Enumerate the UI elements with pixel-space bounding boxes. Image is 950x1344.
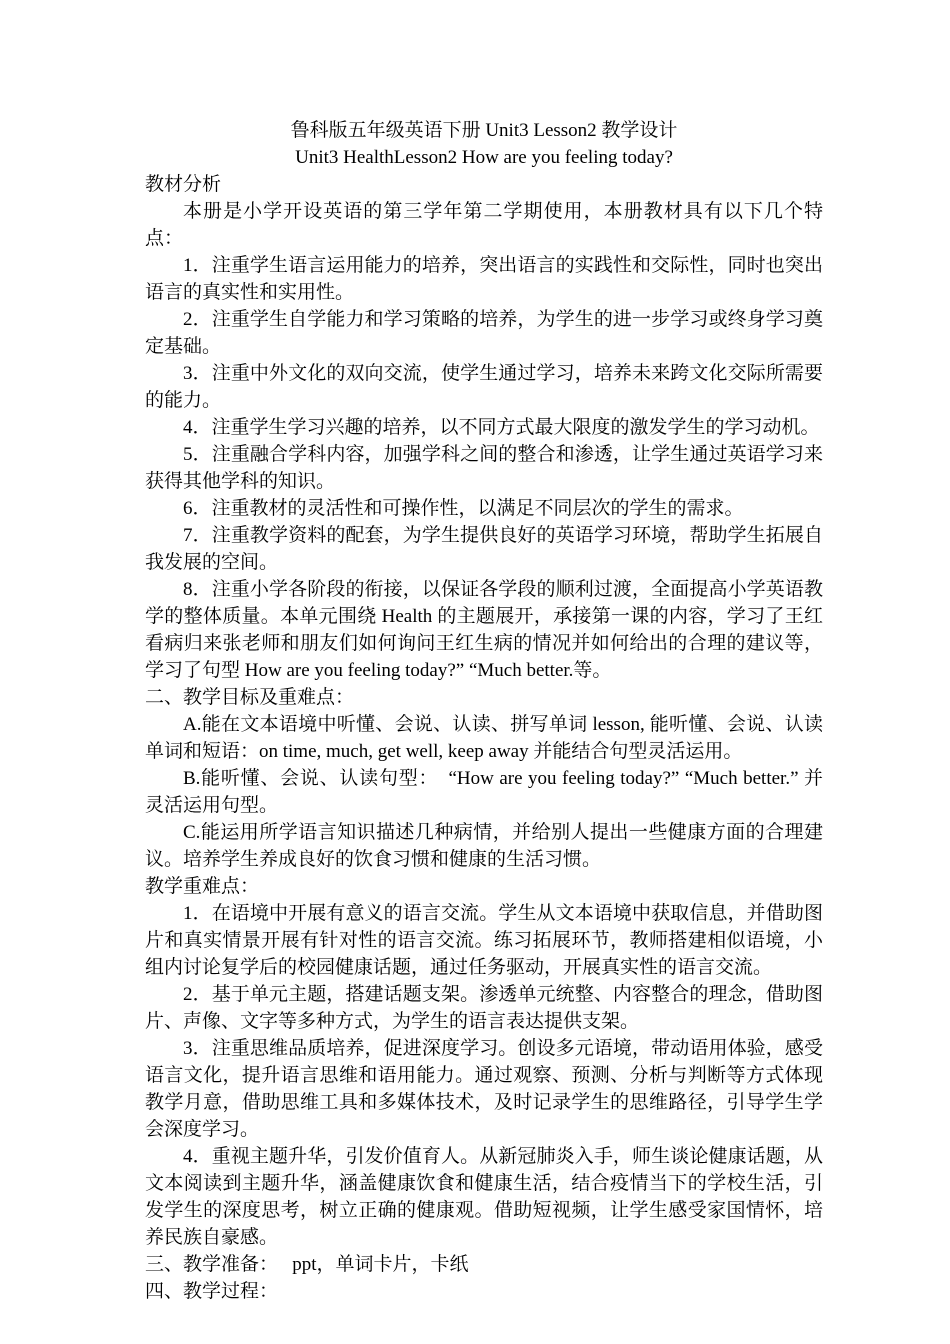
- doc-paragraph: 三、教学准备： ppt，单词卡片，卡纸: [145, 1254, 469, 1275]
- doc-paragraph: 8．注重小学各阶段的衔接，以保证各学段的顺利过渡，全面提高小学英语教学的整体质量。本单元围绕 Health 的主题展开，承接第一课的内容，学习了王红看病归来张老师和朋友们如何询问王红生病的情况并如何给出的合理的建议等，学习了句型 How are you feeling today?” “Much better.等。: [145, 579, 823, 681]
- doc-paragraph: 四、教学过程：: [145, 1281, 279, 1302]
- doc-paragraph: 3．注重思维品质培养，促进深度学习。创设多元语境，带动语用体验，感受语言文化，提升语言思维和语用能力。通过观察、预测、分析与判断等方式体现教学月意，借助思维工具和多媒体技术，及时记录学生的思维路径，引导学生学会深度学习。: [145, 1038, 823, 1140]
- doc-paragraph: C.能运用所学语言知识描述几种病情，并给别人提出一些健康方面的合理建议。培养学生养成良好的饮食习惯和健康的生活习惯。: [145, 822, 823, 870]
- doc-paragraph: A.能在文本语境中听懂、会说、认读、拼写单词 lesson, 能听懂、会说、认读单词和短语：on time, much, get well, keep away 并能结合句型灵活运用。: [145, 714, 823, 762]
- doc-paragraph: 4．重视主题升华，引发价值育人。从新冠肺炎入手，师生谈论健康话题，从文本阅读到主题升华，涵盖健康饮食和健康生活，结合疫情当下的学校生活，引发学生的深度思考，树立正确的健康观。借助短视频，让学生感受家国情怀，培养民族自豪感。: [145, 1146, 823, 1248]
- doc-paragraph: 教材分析: [145, 174, 222, 195]
- document-body: [145, 117, 823, 1305]
- doc-paragraph: 1．在语境中开展有意义的语言交流。学生从文本语境中获取信息，并借助图片和真实情景开展有针对性的语言交流。练习拓展环节，教师搭建相似语境，小组内讨论复学后的校园健康话题，通过任务驱动，开展真实性的语言交流。: [145, 903, 823, 978]
- doc-paragraph: 2．注重学生自学能力和学习策略的培养，为学生的进一步学习或终身学习奠定基础。: [145, 309, 823, 357]
- doc-paragraph: 二、教学目标及重难点：: [145, 687, 355, 708]
- doc-paragraph: 教学重难点：: [145, 876, 260, 897]
- doc-paragraph: 1．注重学生语言运用能力的培养，突出语言的实践性和交际性，同时也突出语言的真实性和实用性。: [145, 255, 823, 303]
- doc-paragraph: B.能听懂、会说、认读句型： “How are you feeling today?” “Much better.” 并灵活运用句型。: [145, 768, 823, 816]
- doc-paragraph: 7．注重教学资料的配套，为学生提供良好的英语学习环境，帮助学生拓展自我发展的空间。: [145, 525, 823, 573]
- doc-paragraph: 5．注重融合学科内容，加强学科之间的整合和渗透，让学生通过英语学习来获得其他学科的知识。: [145, 444, 823, 492]
- doc-title-line: Unit3 HealthLesson2 How are you feeling today?: [295, 147, 673, 168]
- doc-paragraph: 2．基于单元主题，搭建话题支架。渗透单元统整、内容整合的理念，借助图片、声像、文字等多种方式，为学生的语言表达提供支架。: [145, 984, 823, 1032]
- doc-paragraph: 本册是小学开设英语的第三学年第二学期使用，本册教材具有以下几个特点：: [145, 201, 823, 249]
- doc-paragraph: 4．注重学生学习兴趣的培养，以不同方式最大限度的激发学生的学习动机。: [183, 417, 820, 438]
- doc-paragraph: 3．注重中外文化的双向交流，使学生通过学习，培养未来跨文化交际所需要的能力。: [145, 363, 823, 411]
- doc-title-line: 鲁科版五年级英语下册 Unit3 Lesson2 教学设计: [290, 120, 678, 141]
- doc-paragraph: 6．注重教材的灵活性和可操作性，以满足不同层次的学生的需求。: [183, 498, 744, 519]
